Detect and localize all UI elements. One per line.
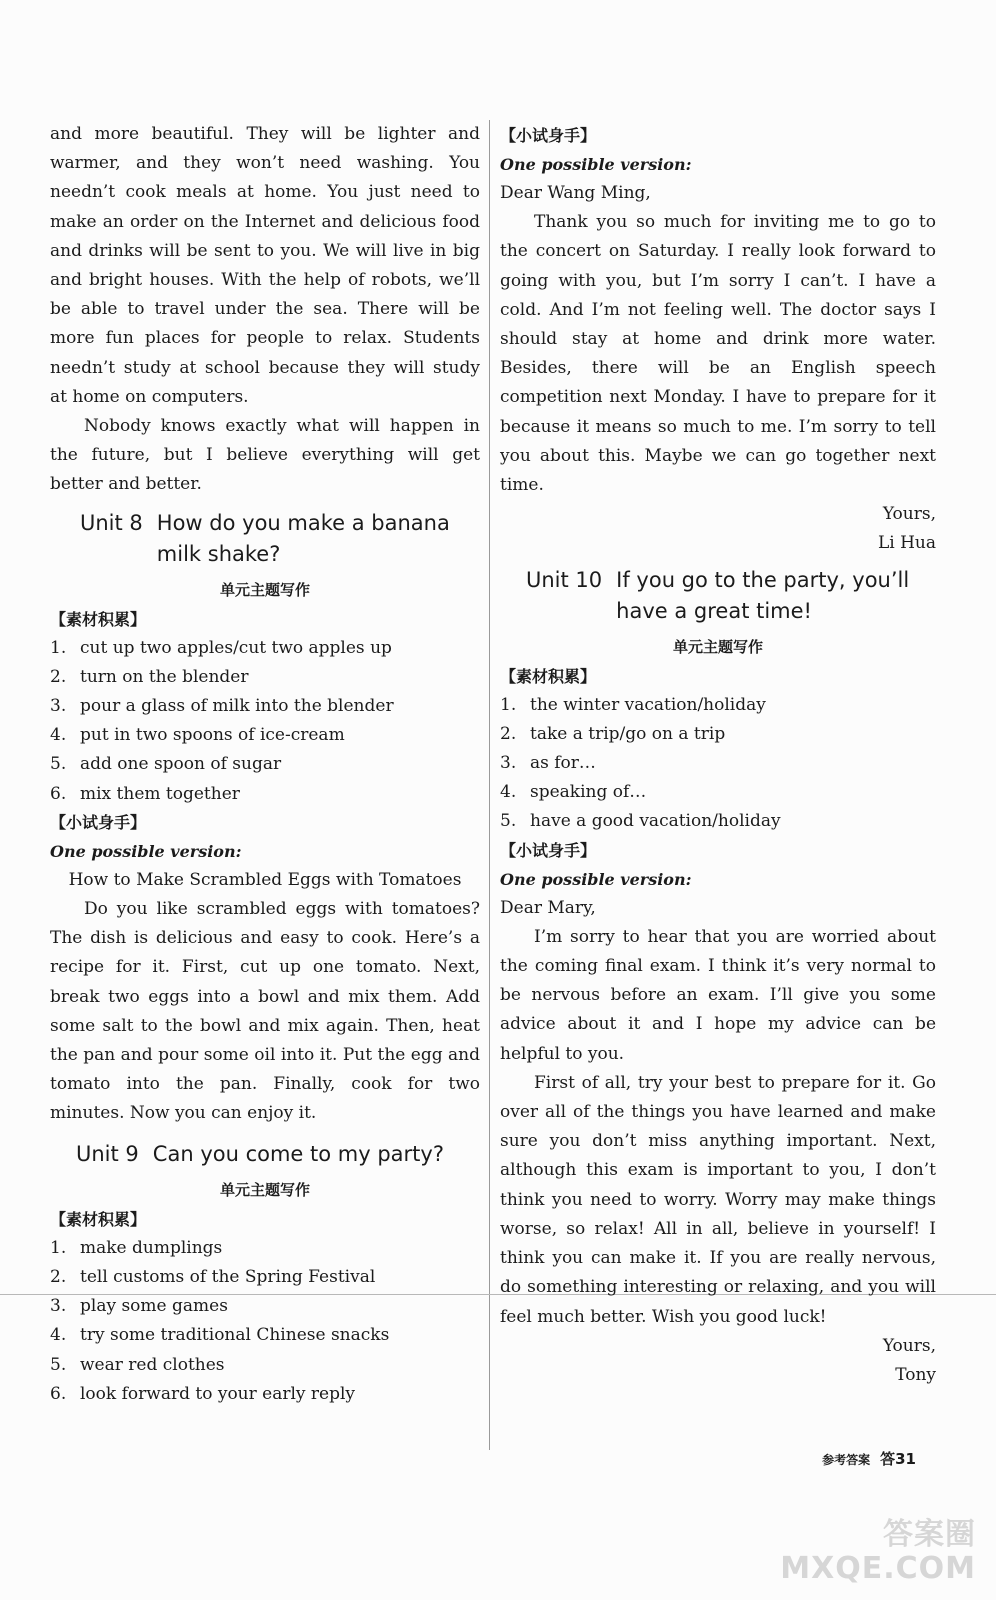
- unit8-number: Unit 8: [80, 510, 143, 535]
- list-item: 6. look forward to your early reply: [50, 1383, 356, 1404]
- column-divider: [489, 120, 490, 1450]
- watermark-line2: MXQE.COM: [780, 1551, 976, 1586]
- unit10-heading: [500, 565, 936, 627]
- unit9-letter-signature: Li Hua: [877, 533, 936, 554]
- list-item: 1. make dumplings: [50, 1237, 223, 1258]
- list-item: 5. add one spoon of sugar: [50, 754, 282, 775]
- unit9-section-heading: 单元主题写作: [219, 1180, 310, 1199]
- list-item: 5. wear red clothes: [50, 1354, 225, 1375]
- unit10-letter-greeting: Dear Mary,: [500, 897, 596, 918]
- unit8-essay: Do you like scrambled eggs with tomatoes? The dish is delicious and easy to cook. Here’s a recipe for it. First, cut up one tomato. Next, break two eggs into a bowl and mix them. Add some salt to the bowl and mix again. Then, heat the pan and pour some oil into it. Put the egg and tomato into the pan. Finally, cook for two minutes. Now you can enjoy it.: [50, 899, 480, 1124]
- list-item: 2. tell customs of the Spring Festival: [50, 1266, 376, 1287]
- unit10-version-label: One possible version:: [500, 869, 692, 889]
- right-column: [500, 122, 936, 1390]
- unit10-material-tag: 【素材积累】: [500, 666, 597, 686]
- left-column: [50, 120, 480, 1409]
- list-item: 3. pour a glass of milk into the blender: [50, 696, 394, 717]
- list-item: 4. try some traditional Chinese snacks: [50, 1325, 390, 1346]
- unit8-section-heading: 单元主题写作: [219, 580, 310, 599]
- unit10-number: Unit 10: [526, 567, 603, 592]
- unit8-essay-title: How to Make Scrambled Eggs with Tomatoes: [68, 869, 462, 890]
- unit9-practice-tag: 【小试身手】: [500, 126, 597, 145]
- unit10-letter-paragraph2: First of all, try your best to prepare for it. Go over all of the things you have learned and make sure you don’t miss anything important. Next, although this exam is important to you, I don’t think you need to worry. Worry may make things worse, so relax! All in all, believe in yourself! I think you can make it. If you are really nervous, do something interesting or relaxing, and you will feel much better. Wish you good luck!: [500, 1072, 936, 1327]
- unit8-title: How do you make a banana milk shake?: [156, 510, 450, 566]
- site-watermark: [780, 1518, 976, 1586]
- unit9-title: Can you come to my party?: [152, 1141, 444, 1166]
- unit10-letter-closing: Yours,: [882, 1335, 936, 1356]
- unit8-material-list: [50, 634, 480, 809]
- list-item: 2. turn on the blender: [50, 666, 249, 687]
- unit9-number: Unit 9: [76, 1141, 139, 1166]
- watermark-line1: 答案圈: [883, 1517, 976, 1552]
- list-item: 1. cut up two apples/cut two apples up: [50, 637, 392, 658]
- page-number: 答31: [880, 1450, 916, 1468]
- list-item: 2. take a trip/go on a trip: [500, 723, 726, 744]
- unit10-section-heading: 单元主题写作: [672, 637, 763, 656]
- unit8-heading: [50, 508, 480, 570]
- list-item: 1. the winter vacation/holiday: [500, 694, 766, 715]
- unit9-letter-body: Thank you so much for inviting me to go to the concert on Saturday. I really look forward to going with you, but I’m sorry I can’t. I have a cold. And I’m not feeling well. The doctor says I should stay at home and drink more water. Besides, there will be an English speech competition next Monday. I have to prepare for it because it means so much to me. I’m sorry to tell you about this. Maybe we can go together next time.: [500, 212, 936, 496]
- unit9-heading: [50, 1139, 480, 1170]
- unit8-practice-tag: 【小试身手】: [50, 812, 147, 832]
- unit10-material-list: [500, 691, 936, 837]
- unit9-letter-greeting: Dear Wang Ming,: [500, 183, 651, 203]
- unit10-letter-signature: Tony: [895, 1364, 936, 1385]
- unit9-material-list: [50, 1234, 480, 1409]
- unit10-title: If you go to the party, you’ll have a great time!: [616, 567, 910, 623]
- unit8-version-label: One possible version:: [50, 841, 242, 861]
- unit9-letter-closing: Yours,: [882, 504, 936, 525]
- unit10-practice-tag: 【小试身手】: [500, 840, 597, 860]
- unit10-letter-paragraph1: I’m sorry to hear that you are worried about the coming final exam. I think it’s very normal to be nervous before an exam. I’ll give you some advice about it and I hope my advice can be helpful to you.: [500, 926, 936, 1064]
- list-item: 4. speaking of…: [500, 782, 647, 803]
- intro-paragraph: and more beautiful. They will be lighter and warmer, and they won’t need washing. You needn’t cook meals at home. You just need to make an order on the Internet and delicious food and drinks will be sent to you. We will live in big and bright houses. With the help of robots, we’ll be able to travel under the sea. There will be more fun places for people to relax. Students needn’t study at school because they will study at home on computers.: [50, 124, 480, 407]
- list-item: 3. as for…: [500, 753, 596, 774]
- unit9-material-tag: 【素材积累】: [50, 1209, 147, 1229]
- unit8-material-tag: 【素材积累】: [50, 609, 147, 629]
- footer-label: 参考答案: [822, 1453, 871, 1467]
- list-item: 6. mix them together: [50, 783, 240, 804]
- unit9-version-label: One possible version:: [500, 155, 692, 174]
- closing-paragraph: Nobody knows exactly what will happen in the future, but I believe everything will get better and better.: [50, 416, 480, 495]
- list-item: 5. have a good vacation/holiday: [500, 811, 781, 832]
- list-item: 3. play some games: [50, 1296, 228, 1317]
- list-item: 4. put in two spoons of ice-cream: [50, 725, 345, 746]
- page-footer: [822, 1448, 916, 1469]
